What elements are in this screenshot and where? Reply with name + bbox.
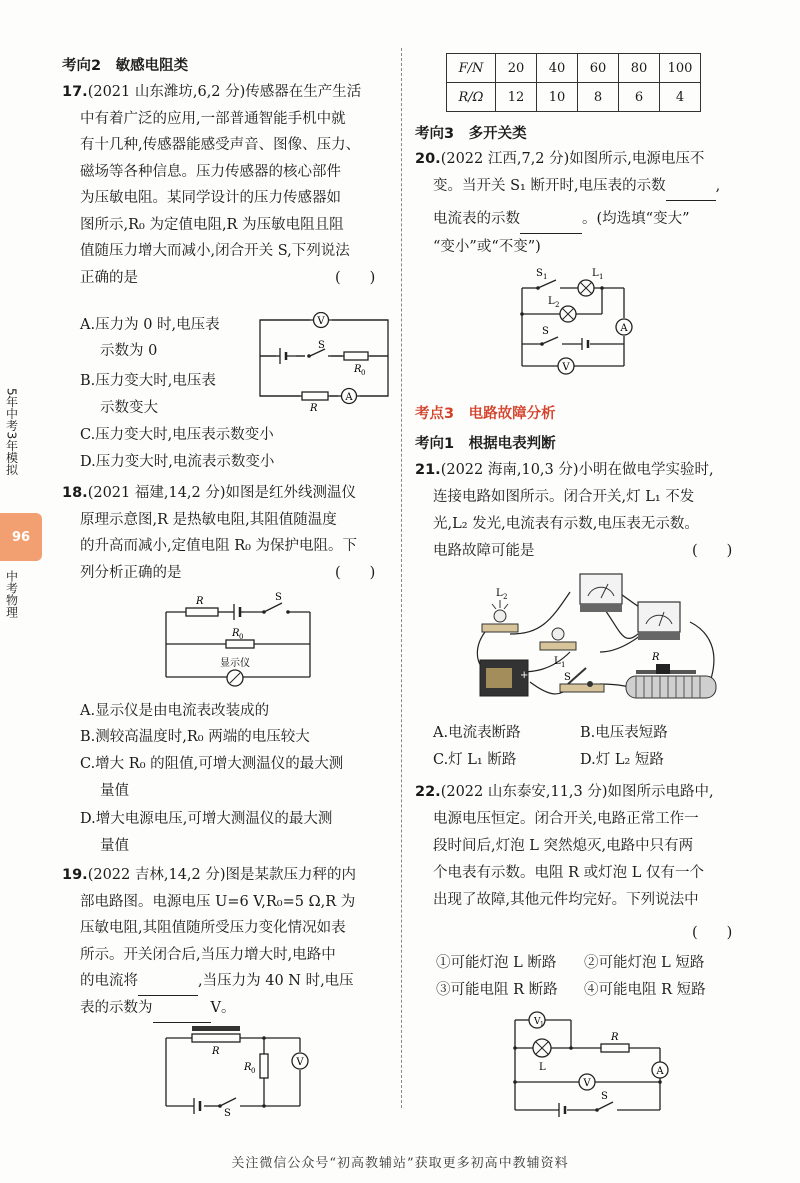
q20-line: 。(均选填“变大”: [582, 211, 690, 227]
table-cell: 60: [578, 54, 619, 83]
r-label: R: [196, 596, 204, 607]
q20-line: 变。当开关 S₁ 断开时,电压表的示数: [433, 178, 666, 194]
rheostat-icon: [626, 664, 716, 698]
answer-blank[interactable]: [138, 968, 198, 996]
option-3: ③可能电阻 R 断路: [436, 982, 558, 998]
page-number-tab: [0, 513, 42, 561]
physical-circuit-illustration-q21: [460, 572, 735, 712]
l1-label: L: [592, 268, 599, 279]
table-header: F/N: [447, 54, 496, 83]
option-a: A.显示仪是由电流表改装成的: [80, 703, 270, 719]
q21-line: 电路故障可能是: [433, 543, 535, 559]
question-number: 20.: [415, 151, 441, 167]
q22-line: (2022 山东泰安,11,3 分)如图所示电路中,: [440, 784, 714, 800]
l1-label: L: [554, 656, 561, 667]
q19-line: (2022 吉林,14,2 分)图是某款压力秤的内: [87, 867, 357, 883]
table-cell: 6: [619, 83, 660, 112]
l2-sub: 2: [503, 593, 508, 601]
circuit-diagram-q17: [250, 312, 395, 412]
option-c-cont: 量值: [100, 783, 129, 799]
battery-icon: [480, 660, 528, 696]
r0-label: R: [244, 1062, 252, 1073]
q19-line: 所示。开关闭合后,当压力增大时,电路中: [80, 947, 336, 963]
r0-label: R: [354, 364, 362, 375]
q22-line: 段时间后,灯泡 L 突然熄灭,电路中只有两: [433, 838, 694, 854]
r-label: R: [611, 1032, 619, 1043]
column-divider: [401, 48, 402, 1108]
q22-line: 个电表有示数。电阻 R 或灯泡 L 仅有一个: [433, 865, 704, 881]
option-c: C.压力变大时,电压表示数变小: [80, 427, 274, 443]
ammeter-icon: [580, 574, 622, 612]
section-heading-circuit-fault: 考点3 电路故障分析: [415, 406, 556, 422]
section-heading-multi-switch: 考向3 多开关类: [415, 126, 527, 142]
question-number: 18.: [62, 485, 88, 501]
q21-line: 连接电路如图所示。闭合开关,灯 L₁ 不发: [433, 489, 695, 505]
q21-line: (2022 海南,10,3 分)小明在做电学实验时,: [440, 462, 714, 478]
v1-label: V: [534, 1017, 541, 1027]
q17-line: 有十几种,传感器能感受声音、图像、压力、: [80, 137, 361, 153]
book-series-label: 5年中考3年模拟: [4, 388, 19, 476]
switch-label: S: [542, 326, 549, 337]
r-label: R: [652, 652, 660, 663]
r-label: R: [310, 403, 318, 412]
q19-line: 的电流将: [80, 973, 138, 989]
answer-paren: ( ): [335, 270, 376, 286]
switch-label: S: [224, 1108, 231, 1116]
option-2: ②可能灯泡 L 短路: [584, 955, 705, 971]
q20-line: (2022 江西,7,2 分)如图所示,电源电压不: [440, 151, 705, 167]
switch-label: S: [564, 672, 571, 683]
voltmeter-label: V: [562, 362, 570, 373]
bulb-l1-icon: [540, 628, 576, 650]
q18-line: 列分析正确的是: [80, 565, 182, 581]
option-c: C.灯 L₁ 断路: [433, 752, 517, 768]
q18-line: 的升高而减小,定值电阻 R₀ 为保护电阻。下: [80, 538, 358, 554]
option-b-cont: 示数变大: [100, 400, 158, 416]
answer-paren: ( ): [335, 565, 376, 581]
section-heading-meter-judgement: 考向1 根据电表判断: [415, 436, 556, 452]
voltmeter-label: V: [317, 316, 325, 327]
circuit-diagram-q22: [505, 1010, 680, 1120]
option-d: D.增大电源电压,可增大测温仪的最大测: [80, 811, 333, 827]
l2-sub: 2: [555, 301, 560, 309]
switch-label: S: [275, 592, 282, 603]
unit-label: V。: [210, 1000, 236, 1016]
option-d: D.压力变大时,电流表示数变小: [80, 454, 275, 470]
question-number: 21.: [415, 462, 441, 478]
display-label: 显示仪: [220, 658, 250, 669]
answer-blank[interactable]: [153, 995, 211, 1023]
option-d-cont: 量值: [100, 838, 129, 854]
l1-sub: 1: [561, 661, 566, 669]
question-number: 22.: [415, 784, 441, 800]
s1-label: S: [536, 268, 543, 279]
q17-line: (2021 山东潍坊,6,2 分)传感器在生产生活: [87, 84, 362, 100]
r0-label: R: [232, 628, 240, 639]
ammeter-label: A: [345, 392, 353, 403]
table-cell: 80: [619, 54, 660, 83]
option-d: D.灯 L₂ 短路: [580, 752, 664, 768]
table-cell: 40: [537, 54, 578, 83]
page-number: 96: [11, 529, 31, 545]
option-4: ④可能电阻 R 短路: [584, 982, 706, 998]
q21-line: 光,L₂ 发光,电流表有示数,电压表无示数。: [433, 516, 699, 532]
table-cell: 10: [537, 83, 578, 112]
q17-line: 图所示,R₀ 为定值电阻,R 为压敏电阻且阻: [80, 217, 344, 233]
q17-line: 值随压力增大而减小,闭合开关 S,下列说法: [80, 243, 350, 259]
q17-line: 磁场等各种信息。压力传感器的核心部件: [80, 164, 341, 180]
switch-label: S: [601, 1091, 608, 1102]
force-resistance-table: [446, 53, 701, 112]
option-c: C.增大 R₀ 的阻值,可增大测温仪的最大测: [80, 756, 344, 772]
table-row: [447, 54, 701, 83]
table-cell: 20: [496, 54, 537, 83]
table-cell: 12: [496, 83, 537, 112]
option-a: A.压力为 0 时,电压表: [80, 317, 220, 333]
r-label: R: [212, 1046, 220, 1057]
option-b: B.电压表短路: [580, 725, 668, 741]
option-a: A.电流表断路: [433, 725, 521, 741]
table-row: [447, 83, 701, 112]
q17-line: 为压敏电阻。某同学设计的压力传感器如: [80, 190, 341, 206]
voltmeter-label: V: [296, 1057, 304, 1068]
q20-punct: ,: [715, 178, 721, 194]
table-cell: 8: [578, 83, 619, 112]
q20-line: 电流表的示数: [433, 211, 520, 227]
switch-label: S: [318, 340, 325, 351]
q20-line: “变小”或“不变”): [433, 239, 541, 255]
q19-line: ,当压力为 40 N 时,电压: [198, 973, 354, 989]
r0-sub: 0: [239, 633, 244, 641]
q22-line: 电源电压恒定。闭合开关,电路正常工作一: [433, 811, 699, 827]
subject-label: 中考物理: [4, 570, 19, 618]
answer-paren: ( ): [692, 925, 733, 941]
r0-sub: 0: [361, 369, 366, 377]
option-b: B.压力变大时,电压表: [80, 373, 216, 389]
voltmeter-label: V: [583, 1078, 591, 1089]
answer-blank[interactable]: [666, 173, 716, 201]
answer-blank[interactable]: [520, 206, 582, 234]
ammeter-label: A: [620, 323, 628, 334]
option-1: ①可能灯泡 L 断路: [436, 955, 557, 971]
q19-line: 表的示数为: [80, 1000, 153, 1016]
lamp-label: L: [539, 1062, 546, 1073]
circuit-diagram-q18: [160, 590, 320, 695]
table-cell: 4: [660, 83, 701, 112]
l2-label: L: [548, 296, 555, 307]
question-number: 19.: [62, 867, 88, 883]
table-header: R/Ω: [447, 83, 496, 112]
circuit-diagram-q19: [160, 1026, 320, 1116]
q19-line: 压敏电阻,其阻值随所受压力变化情况如表: [80, 920, 346, 936]
voltmeter-icon: [638, 602, 680, 640]
q18-line: 原理示意图,R 是热敏电阻,其阻值随温度: [80, 512, 337, 528]
r0-sub: 0: [251, 1067, 256, 1075]
answer-paren: ( ): [692, 543, 733, 559]
v1-sub: 1: [540, 1021, 544, 1028]
l1-sub: 1: [599, 273, 604, 281]
svg-text:+: +: [520, 670, 529, 681]
option-a-cont: 示数为 0: [100, 343, 158, 359]
q22-line: 出现了故障,其他元件均完好。下列说法中: [433, 892, 699, 908]
pressure-plate: [192, 1026, 240, 1031]
q17-line: 中有着广泛的应用,一部普通智能手机中就: [80, 111, 346, 127]
q19-line: 部电路图。电源电压 U=6 V,R₀=5 Ω,R 为: [80, 894, 356, 910]
page-footer: 关注微信公众号“初高教辅站”获取更多初高中教辅资料: [231, 1156, 569, 1171]
section-heading-sensitive-resistor: 考向2 敏感电阻类: [62, 58, 189, 74]
table-cell: 100: [660, 54, 701, 83]
q17-line: 正确的是: [80, 270, 138, 286]
l2-label: L: [496, 588, 503, 599]
circuit-diagram-q20: [512, 262, 642, 384]
ammeter-label: A: [656, 1066, 664, 1077]
s1-sub: 1: [543, 273, 548, 281]
bulb-l2-icon: [482, 600, 518, 632]
q18-line: (2021 福建,14,2 分)如图是红外线测温仪: [87, 485, 357, 501]
option-b: B.测较高温度时,R₀ 两端的电压较大: [80, 729, 310, 745]
question-number: 17.: [62, 84, 88, 100]
